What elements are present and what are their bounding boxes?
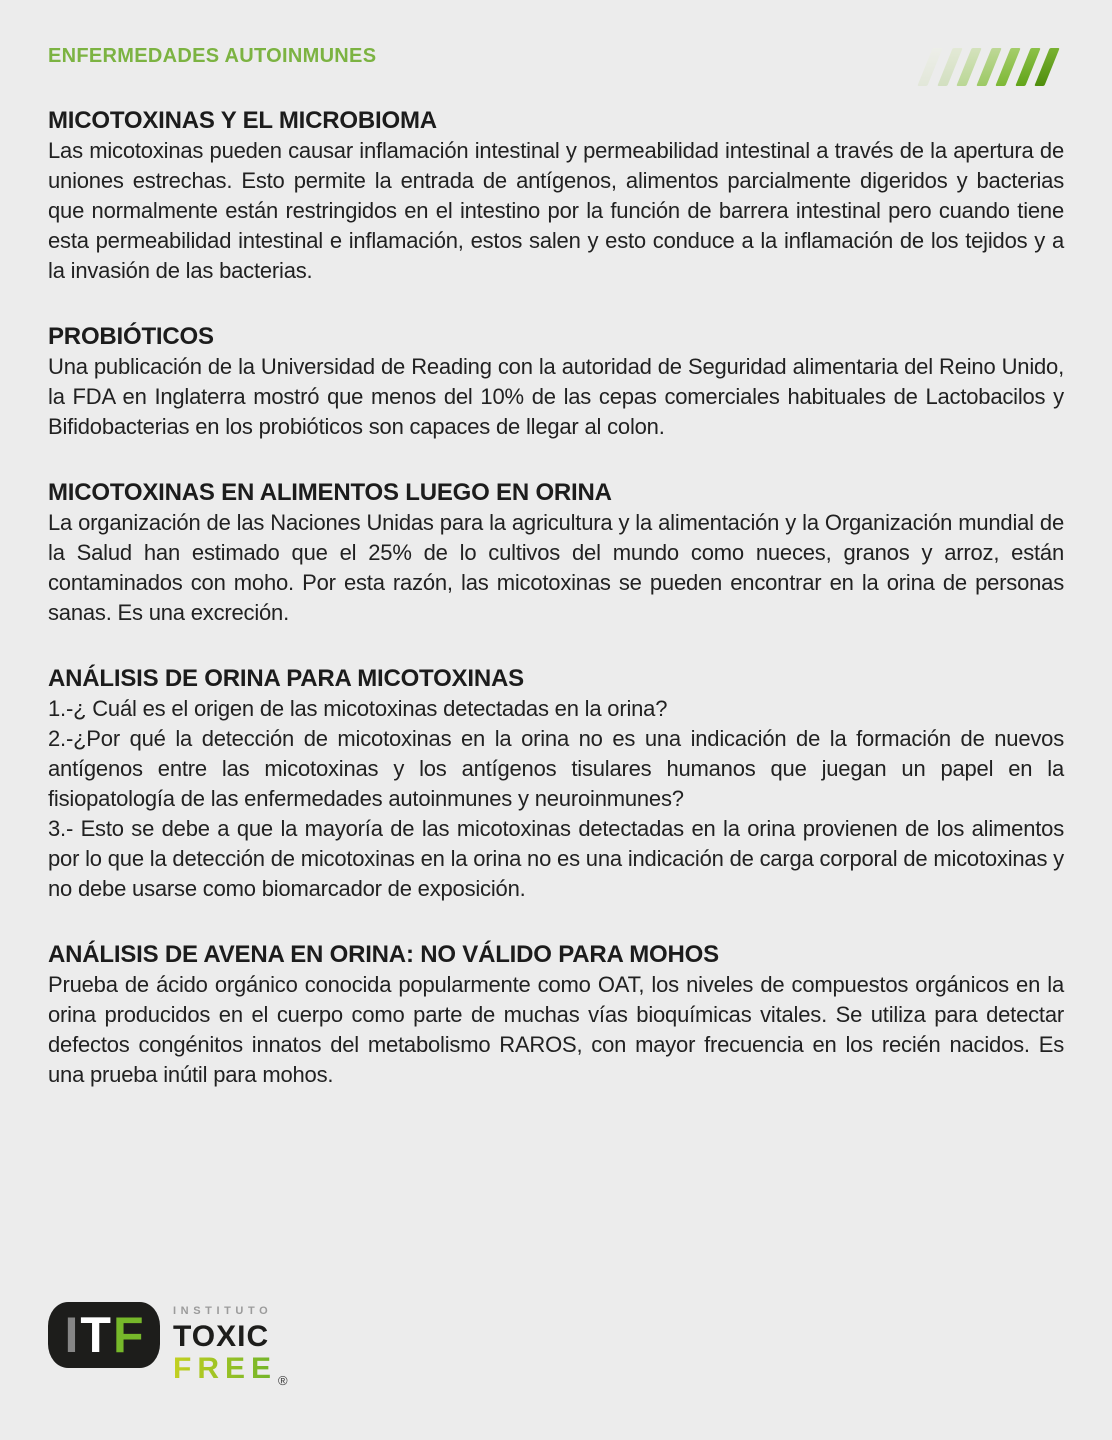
section-title: MICOTOXINAS EN ALIMENTOS LUEGO EN ORINA — [48, 479, 612, 506]
section-paragraph: Prueba de ácido orgánico conocida popularmente como OAT, los niveles de compuestos orgánicos en la orina producidos en el cuerpo como parte de muchas vías bioquímicas vitales. Se utiliza para detectar defectos congénitos innatos del metabolismo RAROS, con mayor frecuencia en los recién nacidos. Es una prueba inútil para mohos. — [48, 972, 1064, 1087]
section-paragraph: La organización de las Naciones Unidas para la agricultura y la alimentación y la Organización mundial de la Salud han estimado que el 25% de lo cultivos del mundo como nueces, granos y arroz, están contaminados con moho. Por esta razón, las micotoxinas se pueden encontrar en la orina de personas sanas. Es una excreción. — [48, 510, 1064, 625]
badge-letter-i: I — [64, 1307, 79, 1363]
registered-trademark-icon: ® — [278, 1373, 288, 1388]
section-micotoxinas-alimentos-orina — [48, 478, 1064, 628]
numbered-item-1: 1.-¿ Cuál es el origen de las micotoxinas detectadas en la orina? — [48, 696, 668, 721]
section-paragraph: Las micotoxinas pueden causar inflamación intestinal y permeabilidad intestinal a través de la apertura de uniones estrechas. Esto permite la entrada de antígenos, alimentos parcialmente digeridos y bacterias que normalmente están restringidos en el intestino por la función de barrera intestinal pero cuando tiene esta permeabilidad intestinal e inflamación, estos salen y esto conduce a la inflamación de los tejidos y a la invasión de las bacterias. — [48, 138, 1064, 283]
section-paragraph: Una publicación de la Universidad de Reading con la autoridad de Seguridad alimentaria del Reino Unido, la FDA en Inglaterra mostró que menos del 10% de las cepas comerciales habituales de Lactobacilos y Bifidobacterias en los probióticos son capaces de llegar al colon. — [48, 354, 1064, 439]
section-probioticos — [48, 322, 1064, 442]
section-title: ANÁLISIS DE AVENA EN ORINA: NO VÁLIDO PARA MOHOS — [48, 941, 719, 968]
section-analisis-avena — [48, 940, 1064, 1090]
section-micotoxinas-microbioma — [48, 106, 1064, 286]
logo-free-label: FREE — [173, 1351, 278, 1385]
logo-wordmark — [173, 1302, 288, 1388]
itf-badge-icon — [48, 1302, 160, 1368]
section-title: ANÁLISIS DE ORINA PARA MICOTOXINAS — [48, 665, 524, 692]
numbered-item-3: 3.- Esto se debe a que la mayoría de las micotoxinas detectadas en la orina provienen de los alimentos por lo que la detección de micotoxinas en la orina no es una indicación de carga corporal de micotoxinas y no debe usarse como biomarcador de exposición. — [48, 816, 1064, 901]
numbered-item-2: 2.-¿Por qué la detección de micotoxinas en la orina no es una indicación de la formación de nuevos antígenos entre las micotoxinas y los antígenos tisulares humanos que juegan un papel en la fisiopatología de las enfermedades autoinmunes y neuroinmunes? — [48, 726, 1064, 811]
page-eyebrow-title: ENFERMEDADES AUTOINMUNES — [48, 45, 377, 67]
badge-letter-f: F — [112, 1307, 144, 1363]
itf-logo — [48, 1302, 288, 1388]
section-title: MICOTOXINAS Y EL MICROBIOMA — [48, 107, 437, 134]
section-title: PROBIÓTICOS — [48, 323, 214, 350]
badge-letter-t: T — [80, 1307, 111, 1363]
logo-instituto-label: INSTITUTO — [173, 1305, 273, 1317]
logo-free-row — [173, 1351, 288, 1388]
page-header — [48, 42, 1064, 70]
section-analisis-orina — [48, 664, 1064, 904]
diagonal-stripes-icon — [925, 48, 1065, 86]
logo-toxic-label: TOXIC — [173, 1320, 270, 1353]
